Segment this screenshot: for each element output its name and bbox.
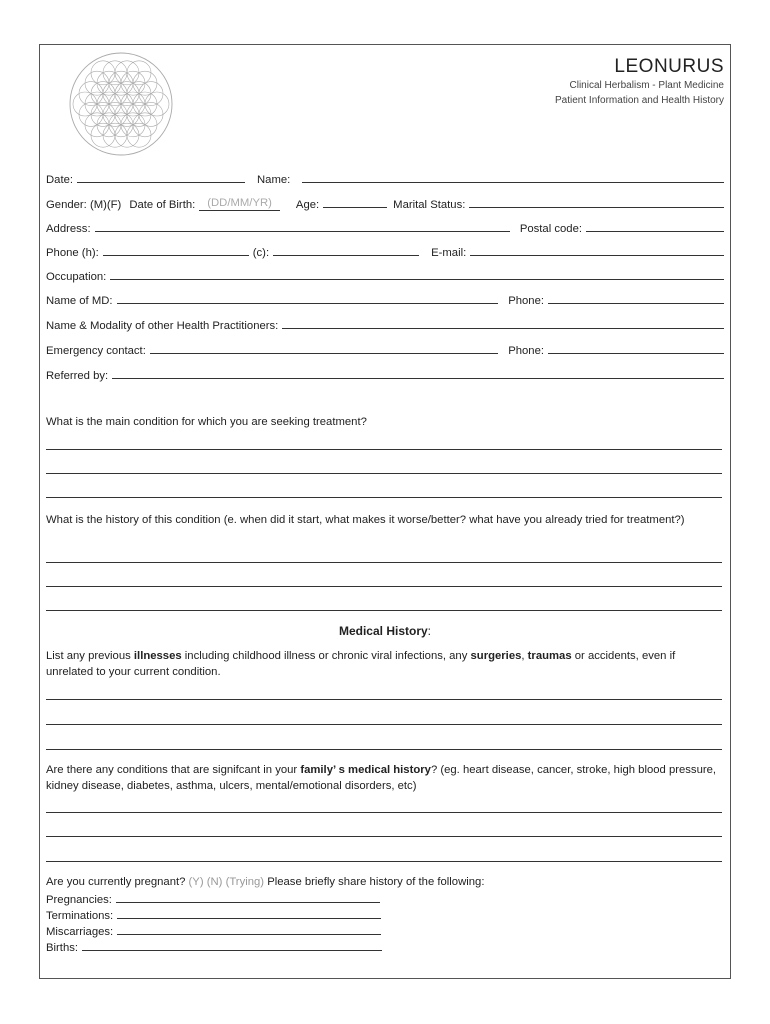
miscarriages-label: Miscarriages: [46, 926, 114, 938]
practitioners-label: Name & Modality of other Health Practitioners: [46, 320, 279, 332]
md-label: Name of MD: [46, 295, 113, 307]
row-phone [46, 243, 724, 259]
pregnancies-label: Pregnancies: [46, 894, 112, 906]
answer-line[interactable] [46, 586, 722, 587]
occupation-field[interactable] [110, 279, 724, 280]
email-label: E-mail: [431, 247, 467, 259]
illness-question: List any previous illnesses including childhood illness or chronic viral infections, any surgeries, traumas or accidents, even if unrelated to your current condition. [46, 650, 676, 678]
terminations-field[interactable] [117, 918, 381, 919]
row-occupation [46, 267, 724, 283]
family-history-question: Are there any conditions that are signifcant in your family’ s medical history? (eg. heart disease, cancer, stroke, high blood pressure, kidney disease, diabetes, asthma, ulcers, mental/emotional disorders, etc) [46, 764, 717, 792]
flower-of-life-logo [67, 50, 175, 158]
email-field[interactable] [470, 255, 724, 256]
answer-line[interactable] [46, 610, 722, 611]
answer-line[interactable] [46, 497, 722, 498]
emergency-phone-label: Phone: [508, 345, 544, 357]
row-pregnancies [46, 890, 366, 906]
row-date-name [46, 170, 724, 186]
marital-label: Marital Status: [393, 199, 466, 211]
row-terminations [46, 906, 391, 922]
terminations-label: Terminations: [46, 910, 114, 922]
emergency-field[interactable] [150, 353, 498, 354]
form-title: Patient Information and Health History [555, 95, 724, 106]
row-births [46, 938, 391, 954]
date-field[interactable] [77, 182, 245, 183]
address-label: Address: [46, 223, 91, 235]
history-question: What is the history of this condition (e. when did it start, what makes it worse/better? what have you already tried for treatment?) [46, 514, 685, 526]
referred-field[interactable] [112, 378, 724, 379]
emergency-phone-field[interactable] [548, 353, 724, 354]
answer-line[interactable] [46, 473, 722, 474]
answer-line[interactable] [46, 724, 722, 725]
name-field[interactable] [302, 182, 724, 183]
date-label: Date: [46, 174, 74, 186]
phone-cell-label: (c): [252, 247, 270, 259]
births-field[interactable] [82, 950, 382, 951]
dob-label: Date of Birth: [129, 199, 196, 211]
postal-label: Postal code: [519, 223, 582, 235]
emergency-label: Emergency contact: [46, 345, 146, 357]
row-referred [46, 366, 724, 382]
miscarriages-field[interactable] [117, 934, 381, 935]
md-field[interactable] [117, 303, 499, 304]
age-label: Age: [295, 199, 320, 211]
pregnancies-field[interactable] [116, 902, 380, 903]
answer-line[interactable] [46, 449, 722, 450]
pregnancy-options[interactable]: (Y) (N) (Trying) [188, 876, 265, 888]
pregnancy-question: Are you currently pregnant? (Y) (N) (Trying) Please briefly share history of the following: [46, 876, 485, 888]
medical-history-heading: Medical History: [338, 624, 432, 638]
postal-field[interactable] [586, 231, 724, 232]
answer-line[interactable] [46, 861, 722, 862]
practitioners-field[interactable] [282, 328, 724, 329]
phone-home-label: Phone (h): [46, 247, 99, 259]
row-address [46, 219, 724, 235]
md-phone-field[interactable] [548, 303, 724, 304]
marital-field[interactable] [469, 207, 724, 208]
gender-label[interactable]: Gender: (M)(F) [46, 199, 122, 211]
address-field[interactable] [95, 231, 510, 232]
clinic-subtitle: Clinical Herbalism - Plant Medicine [569, 80, 724, 91]
answer-line[interactable] [46, 812, 722, 813]
occupation-label: Occupation: [46, 271, 107, 283]
age-field[interactable] [323, 207, 387, 208]
md-phone-label: Phone: [508, 295, 544, 307]
phone-cell-field[interactable] [273, 255, 419, 256]
row-miscarriages [46, 922, 391, 938]
row-practitioners [46, 316, 724, 332]
row-md [46, 291, 724, 307]
dob-field[interactable]: (DD/MM/YR) [199, 197, 280, 211]
answer-line[interactable] [46, 749, 722, 750]
answer-line[interactable] [46, 562, 722, 563]
answer-line[interactable] [46, 699, 722, 700]
main-condition-question: What is the main condition for which you are seeking treatment? [46, 416, 367, 428]
referred-label: Referred by: [46, 370, 109, 382]
clinic-name: LEONURUS [614, 56, 724, 77]
name-label: Name: [257, 174, 291, 186]
births-label: Births: [46, 942, 79, 954]
phone-home-field[interactable] [103, 255, 249, 256]
row-emergency [46, 341, 724, 357]
answer-line[interactable] [46, 836, 722, 837]
row-gender-dob [46, 195, 724, 211]
